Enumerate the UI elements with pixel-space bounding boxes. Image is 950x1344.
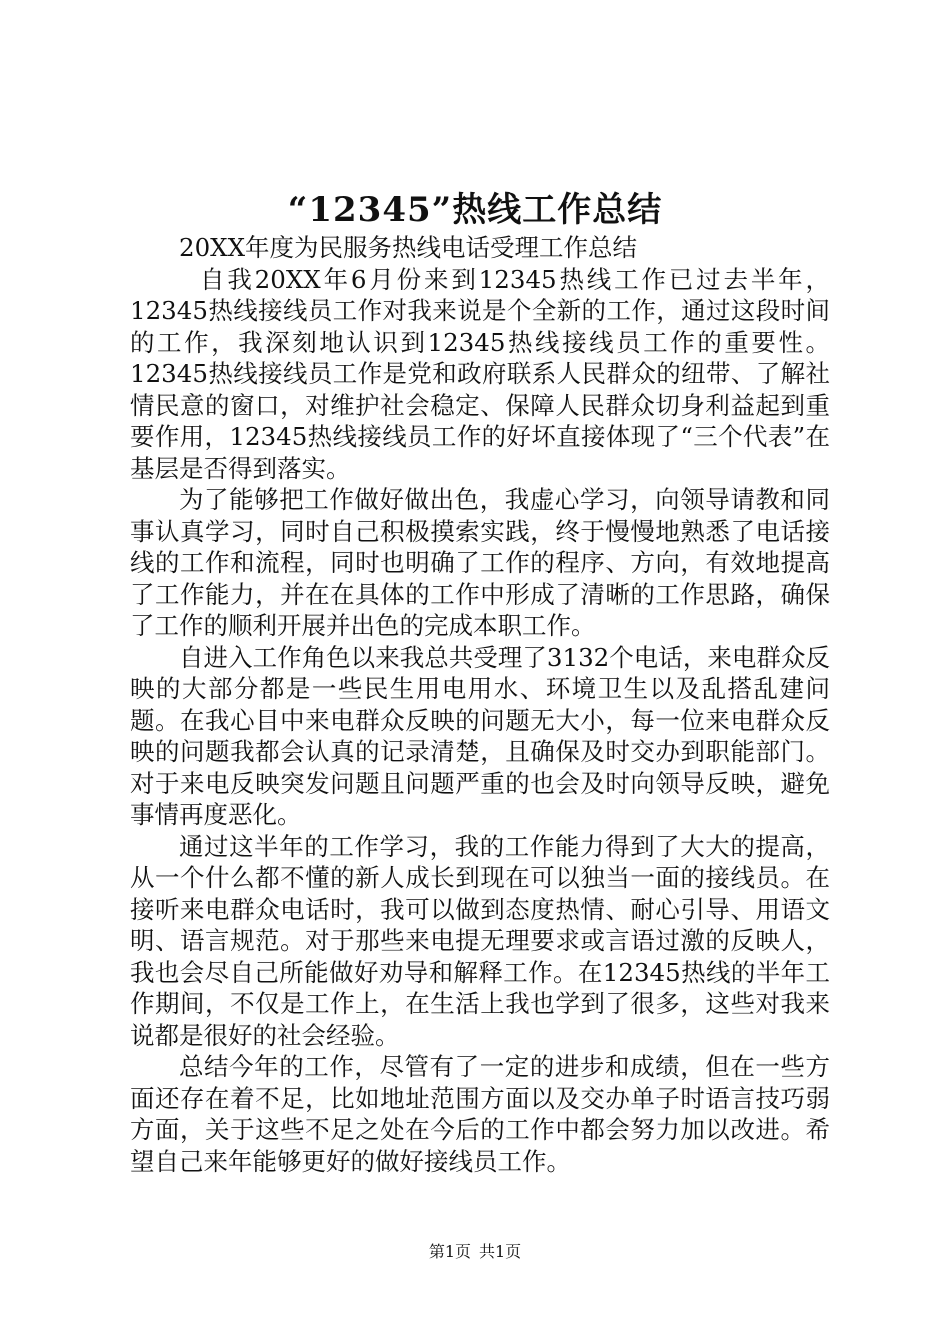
document-title: “12345”热线工作总结 [287,190,663,230]
document-body [130,232,830,1177]
paragraph-1: 自我20XX年6月份来到12345热线工作已过去半年，12345热线接线员工作对我来说是个全新的工作，通过这段时间的工作，我深刻地认识到12345热线接线员工作的重要性。12345热线接线员工作是党和政府联系人民群众的纽带、了解社情民意的窗口，对维护社会稳定、保障人民群众切身利益起到重要作用，12345热线接线员工作的好坏直接体现了“三个代表”在基层是否得到落实。 [130,264,830,483]
page-number: 第1页 [428,1242,471,1261]
paragraph-5: 总结今年的工作，尽管有了一定的进步和成绩，但在一些方面还存在着不足，比如地址范围方面以及交办单子时语言技巧弱方面，关于这些不足之处在今后的工作中都会努力加以改进。希望自己来年能够更好的做好接线员工作。 [130,1052,830,1176]
paragraph-4: 通过这半年的工作学习，我的工作能力得到了大大的提高，从一个什么都不懂的新人成长到现在可以独当一面的接线员。在接听来电群众电话时，我可以做到态度热情、耐心引导、用语文明、语言规范。对于那些来电提无理要求或言语过激的反映人，我也会尽自己所能做好劝导和解释工作。在12345热线的半年工作期间，不仅是工作上，在生活上我也学到了很多，这些对我来说都是很好的社会经验。 [130,831,830,1050]
document-subtitle: 20XX年度为民服务热线电话受理工作总结 [179,233,638,262]
paragraph-3: 自进入工作角色以来我总共受理了3132个电话，来电群众反映的大部分都是一些民生用电用水、环境卫生以及乱搭乱建问题。在我心目中来电群众反映的问题无大小，每一位来电群众反映的问题我都会认真的记录清楚，且确保及时交办到职能部门。对于来电反映突发问题且问题严重的也会及时向领导反映，避免事情再度恶化。 [130,642,830,829]
page-footer [0,1240,950,1264]
page-total: 共1页 [479,1242,522,1261]
paragraph-2: 为了能够把工作做好做出色，我虚心学习，向领导请教和同事认真学习，同时自己积极摸索实践，终于慢慢地熟悉了电话接线的工作和流程，同时也明确了工作的程序、方向，有效地提高了工作能力，并在在具体的工作中形成了清晰的工作思路，确保了工作的顺利开展并出色的完成本职工作。 [130,485,830,640]
